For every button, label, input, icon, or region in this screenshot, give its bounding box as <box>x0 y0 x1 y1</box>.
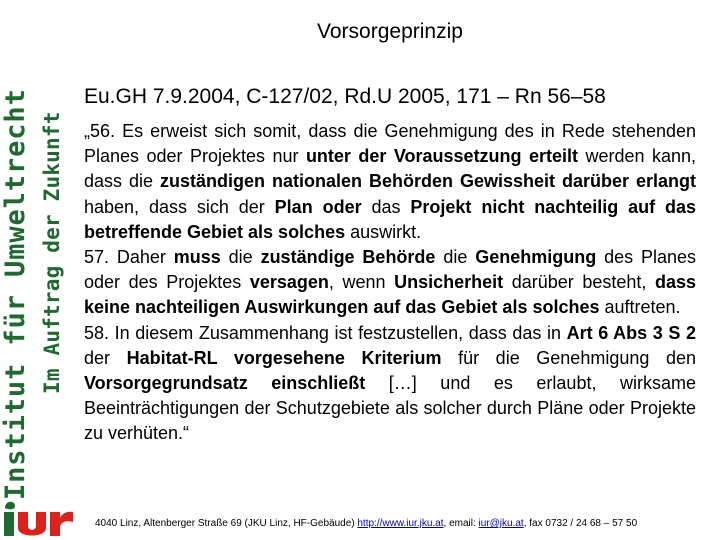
body-text-run: werden kann, dass die <box>84 146 696 192</box>
institute-logo-icon <box>2 498 74 538</box>
emphasized-text: Vorsorgegrundsatz einschließt <box>84 373 366 394</box>
emphasized-text: Genehmigung <box>475 247 597 268</box>
body-text-run: „56. Es erweist sich somit, dass die Genehmigung des in Rede stehenden Planes oder Projektes nur <box>84 121 696 167</box>
body-text-run: 58. In diesem Zusammenhang ist festzustellen, dass das in <box>84 322 567 343</box>
paragraph-56 <box>84 119 696 245</box>
paragraph-57 <box>84 245 696 321</box>
footer <box>95 518 705 529</box>
paragraph-58 <box>84 321 696 447</box>
institute-name-vertical: Institut für Umweltrecht <box>0 88 31 500</box>
body-text-run: , wenn <box>328 272 395 293</box>
emphasized-text: Projekt nicht nachteilig auf das betreffende Gebiet als solches <box>84 196 697 242</box>
body-text-run: die <box>220 247 261 268</box>
footer-fax: , fax 0732 / 24 68 – 57 50 <box>523 518 638 529</box>
body-text-run: […] und es erlaubt, wirksame Beeinträchtigungen der Schutzgebiete als solcher durch Pläne oder Projekte zu verhüten.“ <box>84 373 696 444</box>
institute-slogan-vertical: Im Auftrag der Zukunft <box>40 111 64 394</box>
emphasized-text: Habitat-RL vorgesehene Kriterium <box>126 347 442 368</box>
case-citation: Eu.GH 7.9.2004, C-127/02, Rd.U 2005, 171 – Rn 56–58 <box>84 85 606 108</box>
emphasized-text: unter der Voraussetzung erteilt <box>305 146 579 167</box>
emphasized-text: muss <box>173 247 221 268</box>
body-text-run: des Planes oder des Projektes <box>84 247 696 293</box>
body-text-run: darüber besteht, <box>503 272 655 293</box>
emphasized-text: zuständige Behörde <box>260 247 436 268</box>
emphasized-text: Art 6 Abs 3 S 2 <box>566 322 696 343</box>
body-text-run: auswirkt. <box>345 221 422 242</box>
footer-separator: , email: <box>443 518 479 529</box>
footer-email-link[interactable]: iur@jku.at <box>478 518 524 529</box>
body-text-run: haben, dass sich der <box>84 196 275 217</box>
sidebar <box>0 0 78 540</box>
quote-body <box>84 119 696 447</box>
body-text-run: die <box>435 247 476 268</box>
emphasized-text: Unsicherheit <box>394 272 504 293</box>
body-text-run: auftreten. <box>599 297 681 318</box>
body-text-run: der <box>84 347 127 368</box>
body-text-run: für die Genehmigung den <box>441 347 696 368</box>
footer-web-link[interactable]: http://www.iur.jku.at <box>357 518 444 529</box>
emphasized-text: Plan oder <box>274 196 362 217</box>
body-text-run: 57. Daher <box>84 247 174 268</box>
emphasized-text: versagen <box>249 272 329 293</box>
footer-address: 4040 Linz, Altenberger Straße 69 (JKU Linz, HF-Gebäude) <box>95 518 358 529</box>
emphasized-text: dass keine nachteiligen Auswirkungen auf das Gebiet als solches <box>84 272 696 318</box>
slide-title: Vorsorgeprinzip <box>317 20 463 43</box>
emphasized-text: zuständigen nationalen Behörden Gewissheit darüber erlangt <box>160 171 697 192</box>
body-text-run: das <box>361 196 411 217</box>
